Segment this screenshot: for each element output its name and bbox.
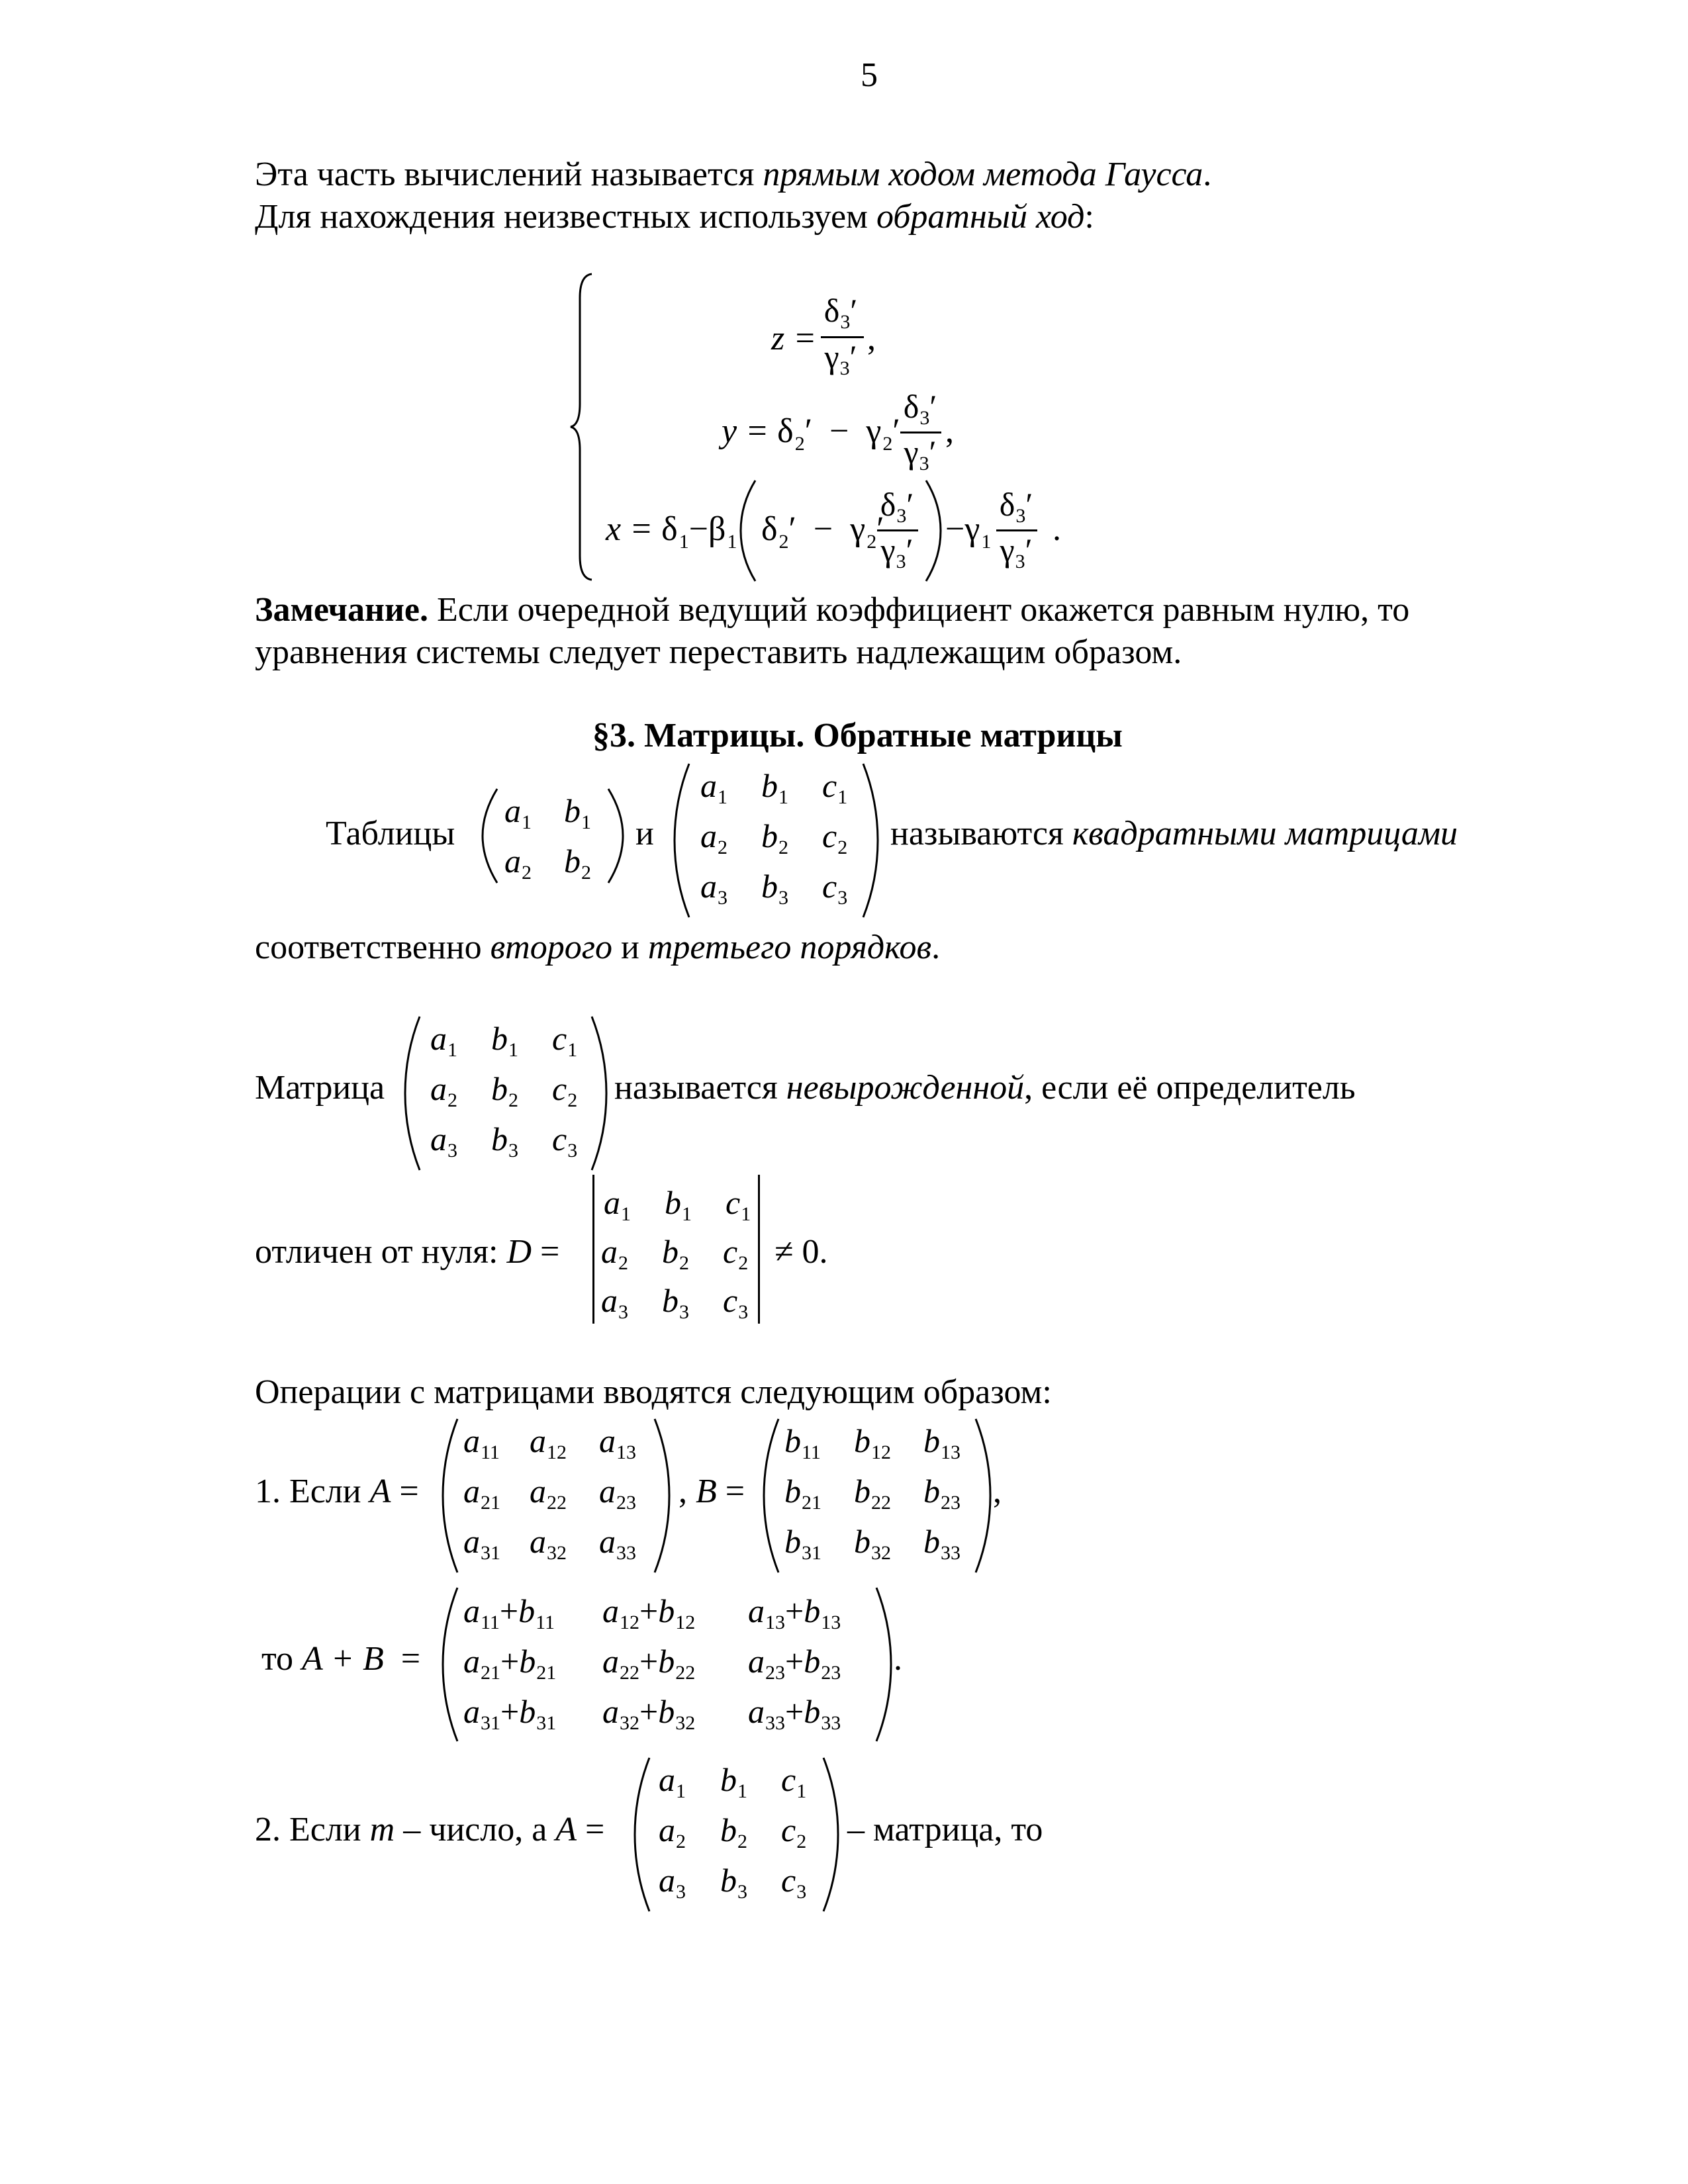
mB-right-paren [973, 1416, 993, 1575]
mS-23: $a_{23}+b_{23}$ [748, 1643, 841, 1684]
m3n-a1: $a_1$ [430, 1020, 457, 1061]
mS-22: $a_{22}+b_{22}$ [602, 1643, 696, 1684]
m3n-a3: $a_3$ [430, 1120, 457, 1161]
x-lhs: $x = \delta_1-\beta_1$ [606, 510, 737, 553]
remark-line1 [255, 589, 1486, 631]
m3t-b1: $b_1$ [761, 767, 788, 808]
mS-right-paren [874, 1585, 894, 1744]
mA2-c2: $c_2$ [781, 1811, 807, 1852]
mA-a13: $a_{13}$ [599, 1422, 636, 1463]
mB-left-paren [761, 1416, 781, 1575]
m3t-a2: $a_2$ [700, 817, 727, 858]
m2-left-paren [480, 786, 500, 886]
mS-12: $a_{12}+b_{12}$ [602, 1592, 696, 1633]
word-tables: Таблицы [326, 815, 455, 852]
item1-B-eq: , B = [679, 1473, 745, 1510]
m3n-left-paren [402, 1014, 422, 1173]
mA-a33: $a_{33}$ [599, 1523, 636, 1564]
m3t-a3: $a_3$ [700, 868, 727, 909]
det-b1: $b_1$ [665, 1184, 692, 1225]
mA-a32: $a_{32}$ [530, 1523, 567, 1564]
mS-11: $a_{11}+b_{11}$ [463, 1592, 555, 1633]
mB-b21: $b_{21}$ [784, 1473, 821, 1514]
mA2-b1: $b_1$ [720, 1761, 747, 1802]
para1-line1-plain: Эта часть вычислений называется [255, 156, 763, 193]
m2-right-paren [606, 786, 626, 886]
mA2-a3: $a_3$ [659, 1862, 686, 1903]
mA2-a2: $a_2$ [659, 1811, 686, 1852]
det-left-bar [592, 1175, 594, 1324]
det-right-bar [758, 1175, 760, 1324]
remark-line2: уравнения системы следует переставить надлежащим образом. [255, 633, 1182, 671]
m2-b2: $b_2$ [564, 842, 591, 884]
det-b2: $b_2$ [662, 1233, 689, 1274]
mB-b31: $b_{31}$ [784, 1523, 821, 1564]
mS-13: $a_{13}+b_{13}$ [748, 1592, 841, 1633]
mA2-c3: $c_3$ [781, 1862, 807, 1903]
x-left-paren [738, 478, 758, 584]
mB-b11: $b_{11}$ [784, 1422, 821, 1463]
det-a2: $a_2$ [601, 1233, 628, 1274]
mB-b22: $b_{22}$ [854, 1473, 891, 1514]
mA-a11: $a_{11}$ [463, 1422, 500, 1463]
m3n-c3: $c_3$ [552, 1120, 578, 1161]
para1-line1 [255, 154, 1211, 196]
det-a1: $a_1$ [604, 1184, 631, 1225]
y-comma: , [945, 412, 954, 450]
m3n-b1: $b_1$ [491, 1020, 518, 1061]
m3t-c1: $c_1$ [822, 767, 848, 808]
z-comma: , [867, 320, 876, 357]
mA-a21: $a_{21}$ [463, 1473, 500, 1514]
z-lhs: z = [771, 320, 817, 357]
x-inner-frac-num: $\delta_3'$ [880, 486, 914, 527]
mA-a23: $a_{23}$ [599, 1473, 636, 1514]
m3t-a1: $a_1$ [700, 767, 727, 808]
m2-a1: $a_1$ [504, 792, 532, 833]
mB-b23: $b_{23}$ [923, 1473, 961, 1514]
para1-line2-italic: обратный ход [876, 198, 1085, 236]
page-number: 5 [861, 56, 878, 94]
mS-33: $a_{33}+b_{33}$ [748, 1693, 841, 1734]
m3n-a2: $a_2$ [430, 1070, 457, 1111]
mA-left-paren [440, 1416, 460, 1575]
item2-suffix: – матрица, то [847, 1811, 1043, 1848]
det-line-label: отличен от нуля: D = [255, 1233, 560, 1271]
mA-a31: $a_{31}$ [463, 1523, 500, 1564]
para1-line2 [255, 196, 1094, 238]
ops-intro: Операции с матрицами вводятся следующим образом: [255, 1373, 1052, 1411]
tables-called: называются квадратными матрицами [890, 815, 1458, 852]
x-tail-frac-den: $\gamma_3'$ [1000, 531, 1033, 572]
m3t-b2: $b_2$ [761, 817, 788, 858]
remark-text1: Если очередной ведущий коэффициент окажется равным нулю, то [428, 591, 1410, 629]
para1-line1-italic: прямым ходом метода Гаусса [763, 156, 1203, 193]
m3t-left-paren [672, 761, 692, 920]
x-tail: $-\gamma_1$ [945, 510, 992, 553]
det-c3: $c_3$ [723, 1282, 749, 1323]
x-tail-frac-num: $\delta_3'$ [999, 486, 1033, 527]
m3t-right-paren [861, 761, 880, 920]
det-b3: $b_3$ [662, 1282, 689, 1323]
det-c2: $c_2$ [723, 1233, 749, 1274]
det-c1: $c_1$ [726, 1184, 751, 1225]
m2-b1: $b_1$ [564, 792, 591, 833]
det-a3: $a_3$ [601, 1282, 628, 1323]
mB-b12: $b_{12}$ [854, 1422, 891, 1463]
y-frac-num: $\delta_3'$ [903, 388, 937, 429]
mA2-b2: $b_2$ [720, 1811, 747, 1852]
section-title: §3. Матрицы. Обратные матрицы [592, 717, 1123, 754]
m3n-b3: $b_3$ [491, 1120, 518, 1161]
mA-a22: $a_{22}$ [530, 1473, 567, 1514]
y-expression: $y = \delta_2' - \gamma_2'$ [722, 412, 900, 455]
m3n-c1: $c_1$ [552, 1020, 578, 1061]
mS-21: $a_{21}+b_{21}$ [463, 1643, 557, 1684]
mB-b13: $b_{13}$ [923, 1422, 961, 1463]
z-frac-num: $\delta_3'$ [823, 292, 858, 333]
mA2-b3: $b_3$ [720, 1862, 747, 1903]
mA2-left-paren [632, 1755, 652, 1914]
para1-line2-end: : [1084, 198, 1094, 236]
m3t-c3: $c_3$ [822, 868, 848, 909]
mA-right-paren [652, 1416, 672, 1575]
mS-left-paren [440, 1585, 460, 1744]
m3n-right-paren [589, 1014, 609, 1173]
mS-31: $a_{31}+b_{31}$ [463, 1693, 557, 1734]
m3t-c2: $c_2$ [822, 817, 848, 858]
x-period: . [1053, 510, 1061, 548]
para1-line2-plain: Для нахождения неизвестных используем [255, 198, 876, 236]
system-brace [569, 271, 596, 582]
sum-period: . [894, 1640, 902, 1678]
remark-label: Замечание. [255, 591, 428, 629]
m3n-b2: $b_2$ [491, 1070, 518, 1111]
word-matrix: Матрица [255, 1069, 385, 1107]
mS-32: $a_{32}+b_{32}$ [602, 1693, 696, 1734]
item1-comma: , [993, 1473, 1002, 1510]
mA2-a1: $a_1$ [659, 1761, 686, 1802]
item2-prefix: 2. Если m – число, а A = [255, 1811, 605, 1848]
m3t-b3: $b_3$ [761, 868, 788, 909]
para1-line1-end: . [1203, 156, 1212, 193]
mA2-c1: $c_1$ [781, 1761, 807, 1802]
nondeg-called: называется невырожденной, если её определитель [614, 1069, 1356, 1107]
mB-b33: $b_{33}$ [923, 1523, 961, 1564]
item1-prefix: 1. Если A = [255, 1473, 419, 1510]
mB-b32: $b_{32}$ [854, 1523, 891, 1564]
x-inner: $\delta_2' - \gamma_2'$ [761, 510, 884, 553]
sum-prefix: то A + B = [261, 1640, 421, 1678]
m2-a2: $a_2$ [504, 842, 532, 884]
word-and: и [635, 815, 654, 852]
tables-line2: соответственно второго и третьего порядков. [255, 929, 941, 966]
det-neq-zero: ≠ 0. [774, 1233, 828, 1271]
m3n-c2: $c_2$ [552, 1070, 578, 1111]
x-inner-frac-den: $\gamma_3'$ [880, 531, 914, 572]
mA2-right-paren [821, 1755, 841, 1914]
x-right-paren [923, 478, 943, 584]
y-frac-den: $\gamma_3'$ [904, 433, 937, 475]
mA-a12: $a_{12}$ [530, 1422, 567, 1463]
z-frac-den: $\gamma_3'$ [824, 338, 857, 379]
